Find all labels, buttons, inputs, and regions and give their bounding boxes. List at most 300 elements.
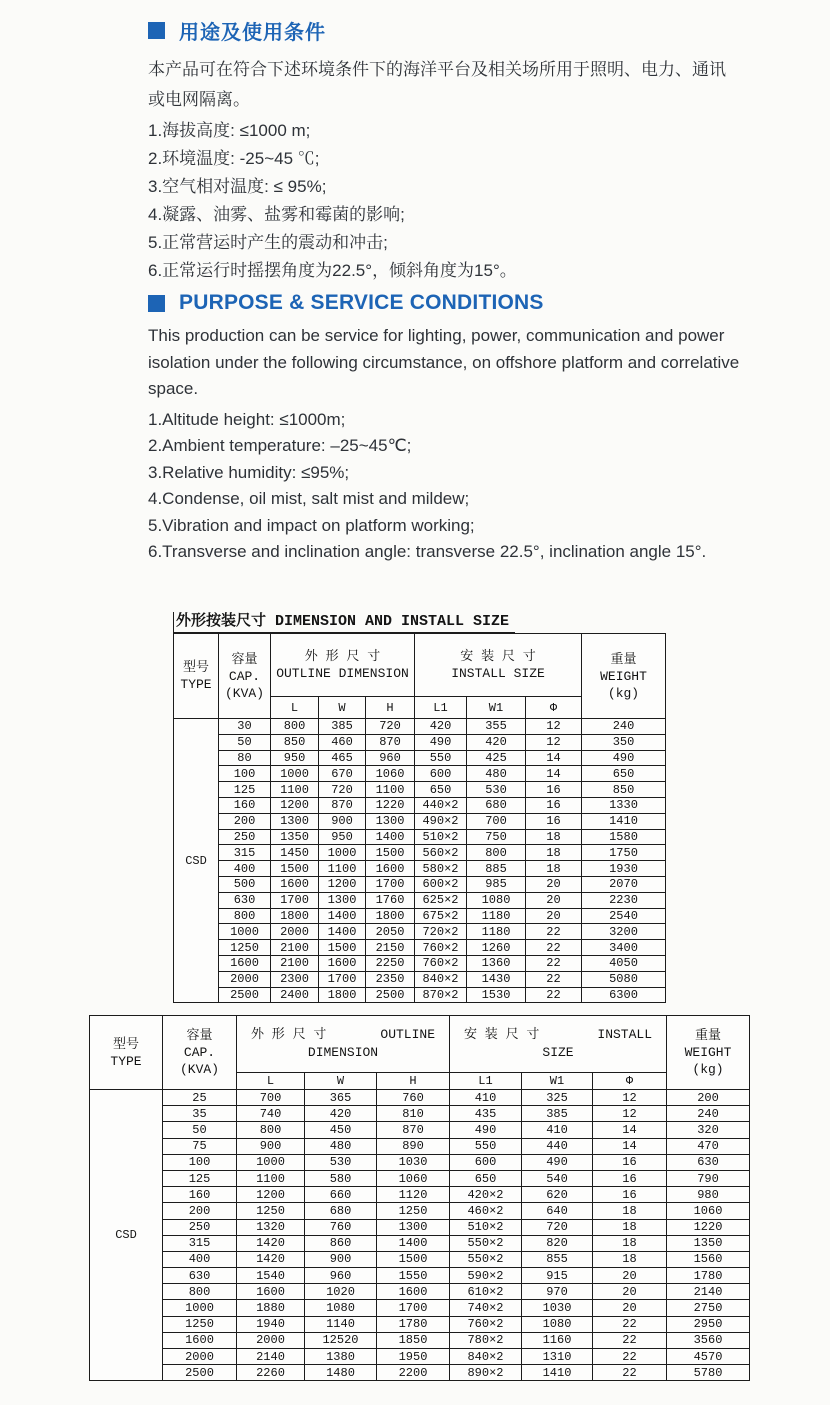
subcol-L1: L1 [415, 697, 467, 719]
table-cell: 2750 [667, 1300, 750, 1316]
table-cell: 22 [526, 955, 582, 971]
subcol-W1: W1 [522, 1073, 593, 1090]
table-cell: 1060 [366, 766, 415, 782]
table-cell: 625×2 [415, 892, 467, 908]
table-cell: 1950 [377, 1349, 450, 1365]
table-cell: 14 [526, 766, 582, 782]
header-text-en: OUTLINE [380, 1027, 435, 1042]
table-cell: 600 [415, 766, 467, 782]
table-row [90, 1284, 750, 1300]
table-cell: 3400 [582, 940, 666, 956]
table-cell: 630 [219, 892, 271, 908]
table-cell: 425 [467, 750, 526, 766]
header-line: CAP. [228, 668, 261, 684]
table-cell: 630 [163, 1268, 237, 1284]
table-cell: 1250 [163, 1316, 237, 1332]
table-cell: 315 [219, 845, 271, 861]
table-cell: 650 [450, 1170, 522, 1186]
table-row [174, 987, 666, 1003]
table-cell: 1880 [237, 1300, 305, 1316]
table-cell: 490 [415, 734, 467, 750]
table-cell: 1100 [366, 782, 415, 798]
condition-list-en [148, 407, 788, 567]
table-cell: 16 [526, 813, 582, 829]
condition-item-cn: 3.空气相对温度: ≤ 95%; [148, 177, 327, 196]
col-header-outline-dimension [271, 634, 415, 697]
table-cell: 1000 [237, 1154, 305, 1170]
table-cell: 915 [522, 1268, 593, 1284]
table-cell: 900 [305, 1251, 377, 1267]
header-text-cn: 安 装 尺 寸 [464, 1027, 540, 1042]
condition-list-cn [148, 117, 726, 285]
header-line: 外 形 尺 寸 [304, 649, 381, 664]
table-cell: 1410 [582, 813, 666, 829]
table-cell: 2140 [667, 1284, 750, 1300]
table-row [90, 1138, 750, 1154]
table-cell: 4050 [582, 955, 666, 971]
table-cell: 1350 [271, 829, 319, 845]
table-cell: 6300 [582, 987, 666, 1003]
header-line [237, 1026, 449, 1044]
table-cell: 1080 [467, 892, 526, 908]
table-row [174, 845, 666, 861]
header-line: 重量 [610, 651, 637, 667]
table-cell: 1300 [366, 813, 415, 829]
table-cell: 2000 [163, 1349, 237, 1365]
table-cell: 510×2 [415, 829, 467, 845]
table-cell: 75 [163, 1138, 237, 1154]
table-cell: 12 [593, 1090, 667, 1106]
table-row [90, 1316, 750, 1332]
table-cell: 800 [237, 1122, 305, 1138]
table-cell: 2400 [271, 987, 319, 1003]
table-cell: 30 [219, 719, 271, 735]
section-english [148, 291, 788, 566]
type-cell: CSD [90, 1090, 163, 1381]
table-cell: 1400 [366, 829, 415, 845]
table-cell: 855 [522, 1251, 593, 1267]
header-line: CAP. [183, 1045, 216, 1060]
table-cell: 660 [305, 1187, 377, 1203]
table-cell: 365 [305, 1090, 377, 1106]
table-cell: 20 [526, 908, 582, 924]
table-cell: 2100 [271, 955, 319, 971]
header-line: 型号 [182, 660, 209, 675]
table-cell: 1430 [467, 971, 526, 987]
table-cell: 240 [667, 1106, 750, 1122]
table-cell: 950 [271, 750, 319, 766]
table-cell: 800 [271, 719, 319, 735]
table-cell: 720 [522, 1219, 593, 1235]
intro-paragraph-cn: 本产品可在符合下述环境条件下的海洋平台及相关场所用于照明、电力、通讯或电网隔离。 [148, 60, 726, 109]
table-cell: 720 [319, 782, 366, 798]
col-header-install-size [415, 634, 582, 697]
table-cell: 1100 [319, 861, 366, 877]
table-cell: 325 [522, 1090, 593, 1106]
table-cell: 1330 [582, 797, 666, 813]
condition-item-cn: 5.正常营运时产生的震动和冲击; [148, 233, 388, 252]
table-cell: 2500 [219, 987, 271, 1003]
table-cell: 720×2 [415, 924, 467, 940]
table-cell: 900 [319, 813, 366, 829]
table-cell: 550×2 [450, 1235, 522, 1251]
table-cell: 740×2 [450, 1300, 522, 1316]
table-cell: 5780 [667, 1365, 750, 1381]
table-cell: 1600 [271, 876, 319, 892]
table-row [90, 1235, 750, 1251]
type-cell: CSD [174, 719, 219, 1003]
table-row [174, 892, 666, 908]
table-cell: 1300 [377, 1219, 450, 1235]
table-cell: 160 [163, 1187, 237, 1203]
table-cell: 1600 [319, 955, 366, 971]
table-cell: 985 [467, 876, 526, 892]
square-bullet-icon [148, 295, 165, 312]
table-cell: 16 [593, 1170, 667, 1186]
table-cell: 50 [163, 1122, 237, 1138]
table-cell: 970 [522, 1284, 593, 1300]
table-cell: 580 [305, 1170, 377, 1186]
table-cell: 2300 [271, 971, 319, 987]
section-heading-cn [148, 16, 726, 45]
table-cell: 2140 [237, 1349, 305, 1365]
table-row [174, 719, 666, 735]
table-cell: 1800 [319, 987, 366, 1003]
table-cell: 790 [667, 1170, 750, 1186]
table-cell: 125 [163, 1170, 237, 1186]
table-cell: 800 [467, 845, 526, 861]
table-cell: 890 [377, 1138, 450, 1154]
table-row [90, 1365, 750, 1381]
table-cell: 18 [593, 1203, 667, 1219]
table-cell: 840×2 [415, 971, 467, 987]
col-header-weight [582, 634, 666, 719]
table-cell: 2100 [271, 940, 319, 956]
table-cell: 1560 [667, 1251, 750, 1267]
table-cell: 630 [667, 1154, 750, 1170]
table-cell: 14 [593, 1138, 667, 1154]
table-cell: 1500 [319, 940, 366, 956]
table-cell: 1000 [319, 845, 366, 861]
table-cell: 1600 [366, 861, 415, 877]
table-cell: 18 [526, 829, 582, 845]
col-header-weight [667, 1016, 750, 1090]
table-cell: 1420 [237, 1251, 305, 1267]
col-header-outline-dimension [237, 1016, 450, 1073]
table-cell: 800 [163, 1284, 237, 1300]
table-cell: 18 [593, 1251, 667, 1267]
table-cell: 960 [305, 1268, 377, 1284]
table-cell: 1100 [237, 1170, 305, 1186]
table-cell: 1600 [163, 1332, 237, 1348]
table-row [90, 1122, 750, 1138]
header-line [450, 1026, 666, 1044]
table-cell: 2500 [366, 987, 415, 1003]
table-cell: 1930 [582, 861, 666, 877]
condition-item-cn: 6.正常运行时摇摆角度为22.5°，倾斜角度为15°。 [148, 261, 517, 280]
table-cell: 435 [450, 1106, 522, 1122]
table-cell: 1700 [271, 892, 319, 908]
table-cell: 490 [450, 1122, 522, 1138]
table-cell: 16 [526, 782, 582, 798]
table-cell: 490 [522, 1154, 593, 1170]
table-cell: 1530 [467, 987, 526, 1003]
condition-item-en: 2.Ambient temperature: –25~45℃; [148, 436, 412, 456]
table-cell: 420 [415, 719, 467, 735]
table-cell: 1200 [237, 1187, 305, 1203]
table-cell: 760×2 [415, 955, 467, 971]
header-line: INSTALL SIZE [451, 666, 545, 681]
table-cell: 1180 [467, 924, 526, 940]
table-cell: 1250 [377, 1203, 450, 1219]
subcol-L: L [237, 1073, 305, 1090]
table-cell: 1080 [522, 1316, 593, 1332]
condition-item-cn: 4.凝露、油雾、盐雾和霉菌的影响; [148, 205, 405, 224]
table-cell: 1350 [667, 1235, 750, 1251]
table-cell: 240 [582, 719, 666, 735]
table-cell: 650 [415, 782, 467, 798]
table-cell: 1300 [271, 813, 319, 829]
table-cell: 980 [667, 1187, 750, 1203]
table-cell: 500 [219, 876, 271, 892]
table-row [174, 876, 666, 892]
table-cell: 540 [522, 1170, 593, 1186]
table-cell: 420×2 [450, 1187, 522, 1203]
table-cell: 780×2 [450, 1332, 522, 1348]
header-line: (kg) [692, 1062, 724, 1077]
condition-item-en: 4.Condense, oil mist, salt mist and mildew; [148, 489, 470, 509]
table1-body [174, 719, 666, 1003]
table-cell: 680 [305, 1203, 377, 1219]
table-cell: 200 [219, 813, 271, 829]
table-cell: 80 [219, 750, 271, 766]
table-cell: 2500 [163, 1365, 237, 1381]
table2-body [90, 1090, 750, 1381]
table-cell: 1250 [219, 940, 271, 956]
table-cell: 420 [467, 734, 526, 750]
table-cell: 1380 [305, 1349, 377, 1365]
table-cell: 1500 [366, 845, 415, 861]
table-cell: 1500 [377, 1251, 450, 1267]
table-cell: 1220 [667, 1219, 750, 1235]
table-cell: 1600 [377, 1284, 450, 1300]
subcol-phi: Φ [593, 1073, 667, 1090]
table-cell: 2950 [667, 1316, 750, 1332]
table-row [90, 1154, 750, 1170]
table-cell: 12520 [305, 1332, 377, 1348]
table-cell: 1020 [305, 1284, 377, 1300]
table-cell: 1000 [271, 766, 319, 782]
header-line: 容量 [231, 651, 258, 667]
subcol-H: H [377, 1073, 450, 1090]
header-line: 容量 [186, 1028, 213, 1043]
table-cell: 2230 [582, 892, 666, 908]
table-cell: 18 [526, 845, 582, 861]
header-line: 重量 [694, 1028, 721, 1043]
table-cell: 22 [593, 1316, 667, 1332]
table-cell: 385 [522, 1106, 593, 1122]
table-cell: 1700 [366, 876, 415, 892]
table-cell: 5080 [582, 971, 666, 987]
table-cell: 16 [593, 1187, 667, 1203]
table-cell: 700 [467, 813, 526, 829]
table-cell: 550 [415, 750, 467, 766]
table-cell: 740 [237, 1106, 305, 1122]
table-cell: 960 [366, 750, 415, 766]
table-cell: 1760 [366, 892, 415, 908]
condition-item-en: 3.Relative humidity: ≤95%; [148, 462, 350, 482]
table-row [90, 1203, 750, 1219]
table-cell: 200 [667, 1090, 750, 1106]
table-cell: 1140 [305, 1316, 377, 1332]
table-row [174, 813, 666, 829]
table-cell: 800 [219, 908, 271, 924]
table-cell: 1060 [377, 1170, 450, 1186]
table-cell: 1320 [237, 1219, 305, 1235]
table-cell: 1540 [237, 1268, 305, 1284]
table-cell: 20 [593, 1268, 667, 1284]
table-cell: 1600 [219, 955, 271, 971]
condition-item-en: 5.Vibration and impact on platform working; [148, 515, 475, 535]
table-cell: 250 [219, 829, 271, 845]
table-cell: 680 [467, 797, 526, 813]
table-row [90, 1332, 750, 1348]
table-cell: 580×2 [415, 861, 467, 877]
table-cell: 1400 [319, 908, 366, 924]
table-cell: 1160 [522, 1332, 593, 1348]
table-cell: 440×2 [415, 797, 467, 813]
table-cell: 470 [667, 1138, 750, 1154]
table-cell: 400 [219, 861, 271, 877]
table-cell: 1000 [163, 1300, 237, 1316]
table-cell: 3560 [667, 1332, 750, 1348]
table-cell: 460 [319, 734, 366, 750]
condition-item-cn: 1.海拔高度: ≤1000 m; [148, 121, 311, 140]
col-header-type [90, 1016, 163, 1090]
table-cell: 20 [593, 1300, 667, 1316]
table-cell: 1000 [219, 924, 271, 940]
table-cell: 450 [305, 1122, 377, 1138]
condition-item-en: 1.Altitude height: ≤1000m; [148, 409, 346, 429]
table-cell: 1480 [305, 1365, 377, 1381]
table-cell: 1700 [377, 1300, 450, 1316]
table-cell: 1060 [667, 1203, 750, 1219]
table-cell: 760×2 [450, 1316, 522, 1332]
table-cell: 18 [593, 1235, 667, 1251]
subcol-W: W [305, 1073, 377, 1090]
header-line: DIMENSION [307, 1045, 379, 1060]
table-cell: 16 [526, 797, 582, 813]
table-cell: 2000 [219, 971, 271, 987]
table-cell: 670 [319, 766, 366, 782]
table-cell: 125 [219, 782, 271, 798]
table-row [174, 861, 666, 877]
table-cell: 2540 [582, 908, 666, 924]
section-heading-en [148, 291, 788, 315]
table-cell: 410 [450, 1090, 522, 1106]
dimension-table-2-container [89, 1015, 750, 1381]
table-cell: 530 [467, 782, 526, 798]
table-cell: 315 [163, 1235, 237, 1251]
header-line: WEIGHT [684, 1045, 732, 1060]
table-cell: 560×2 [415, 845, 467, 861]
table-row [90, 1349, 750, 1365]
table-cell: 2050 [366, 924, 415, 940]
table-cell: 1200 [271, 797, 319, 813]
subcol-W: W [319, 697, 366, 719]
table-cell: 1780 [377, 1316, 450, 1332]
dimension-install-table-1 [173, 633, 666, 1003]
table-row [174, 750, 666, 766]
table-cell: 14 [526, 750, 582, 766]
table-row [174, 955, 666, 971]
table-cell: 460×2 [450, 1203, 522, 1219]
table-cell: 885 [467, 861, 526, 877]
table-cell: 1400 [377, 1235, 450, 1251]
header-line: TYPE [110, 1053, 142, 1069]
table-cell: 700 [237, 1090, 305, 1106]
table-cell: 160 [219, 797, 271, 813]
table-cell: 1300 [319, 892, 366, 908]
table-cell: 1600 [237, 1284, 305, 1300]
table-cell: 22 [593, 1332, 667, 1348]
table-cell: 2200 [377, 1365, 450, 1381]
table-cell: 1420 [237, 1235, 305, 1251]
header-line: (KVA) [224, 685, 264, 701]
table-row [90, 1219, 750, 1235]
table-row [174, 797, 666, 813]
table-cell: 590×2 [450, 1268, 522, 1284]
table-cell: 510×2 [450, 1219, 522, 1235]
table-cell: 1850 [377, 1332, 450, 1348]
table-cell: 12 [526, 734, 582, 750]
table-cell: 22 [593, 1365, 667, 1381]
table-cell: 410 [522, 1122, 593, 1138]
table-cell: 22 [593, 1349, 667, 1365]
table-cell: 810 [377, 1106, 450, 1122]
table-cell: 760 [305, 1219, 377, 1235]
table-cell: 1080 [305, 1300, 377, 1316]
subcol-phi: Φ [526, 697, 582, 719]
table-cell: 1250 [237, 1203, 305, 1219]
table-cell: 1450 [271, 845, 319, 861]
table-row [90, 1170, 750, 1186]
table-cell: 1360 [467, 955, 526, 971]
table-cell: 1550 [377, 1268, 450, 1284]
table-cell: 355 [467, 719, 526, 735]
col-header-type [174, 634, 219, 719]
table-cell: 2070 [582, 876, 666, 892]
table-cell: 870 [377, 1122, 450, 1138]
col-header-install-size [450, 1016, 667, 1073]
table-cell: 870×2 [415, 987, 467, 1003]
table-cell: 1260 [467, 940, 526, 956]
square-bullet-icon [148, 22, 165, 39]
table-row [90, 1090, 750, 1106]
table-cell: 4570 [667, 1349, 750, 1365]
table-cell: 900 [237, 1138, 305, 1154]
table-cell: 870 [319, 797, 366, 813]
table-cell: 200 [163, 1203, 237, 1219]
table-cell: 18 [526, 861, 582, 877]
table-cell: 550 [450, 1138, 522, 1154]
table-cell: 2350 [366, 971, 415, 987]
subcol-L1: L1 [450, 1073, 522, 1090]
table-cell: 2260 [237, 1365, 305, 1381]
condition-item-cn: 2.环境温度: -25~45 ℃; [148, 149, 320, 168]
table-cell: 350 [582, 734, 666, 750]
table-cell: 18 [593, 1219, 667, 1235]
